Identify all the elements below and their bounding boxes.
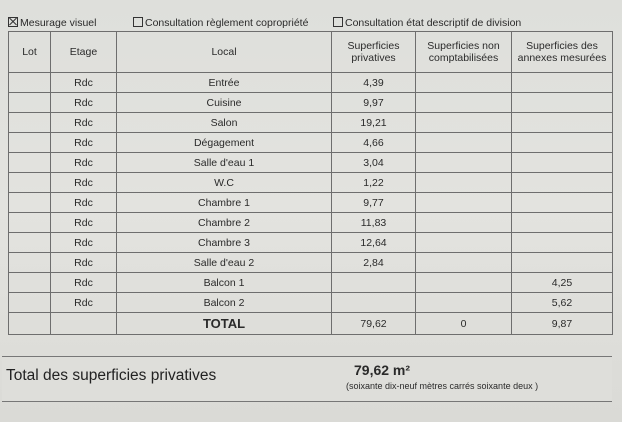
cell-etage: Rdc (51, 153, 117, 173)
cell-lot (9, 113, 51, 133)
summary-value-in-words: (soixante dix-neuf mètres carrés soixante deux ) (346, 381, 539, 391)
cell-non-comptabilisees (416, 273, 512, 293)
cell-privatives: 1,22 (332, 173, 416, 193)
cell-local: Salle d'eau 2 (117, 253, 332, 273)
cell-annexes (512, 213, 613, 233)
unchecked-checkbox-icon (333, 17, 343, 27)
option-label: Consultation état descriptif de division (345, 17, 522, 29)
cell-annexes (512, 93, 613, 113)
col-header-non-comptabilisees: Superficies non comptabilisées (416, 32, 512, 73)
cell-non-comptabilisees (416, 173, 512, 193)
col-header-local: Local (117, 32, 332, 73)
option-label: Mesurage visuel (20, 17, 97, 29)
cell-etage: Rdc (51, 293, 117, 313)
cell-non-comptabilisees (416, 133, 512, 153)
total-annexes: 9,87 (512, 313, 613, 335)
cell-lot (9, 273, 51, 293)
table-row (9, 213, 613, 233)
total-row (9, 313, 613, 335)
cell-privatives: 9,77 (332, 193, 416, 213)
cell-annexes (512, 233, 613, 253)
cell-lot (9, 73, 51, 93)
cell-etage (51, 313, 117, 335)
cell-etage: Rdc (51, 93, 117, 113)
col-header-privatives: Superficies privatives (332, 32, 416, 73)
summary-box (2, 356, 612, 402)
cell-etage: Rdc (51, 73, 117, 93)
cell-lot (9, 173, 51, 193)
table-row (9, 253, 613, 273)
col-header-etage: Etage (51, 32, 117, 73)
cell-lot (9, 133, 51, 153)
table-row (9, 293, 613, 313)
cell-non-comptabilisees (416, 153, 512, 173)
cell-local: Entrée (117, 73, 332, 93)
cell-local: W.C (117, 173, 332, 193)
cell-etage: Rdc (51, 233, 117, 253)
cell-local: Salon (117, 113, 332, 133)
option-consultation-etat[interactable] (333, 16, 521, 30)
unchecked-checkbox-icon (133, 17, 143, 27)
cell-privatives: 4,66 (332, 133, 416, 153)
option-mesurage-visuel[interactable] (8, 16, 96, 30)
table-row (9, 93, 613, 113)
cell-non-comptabilisees (416, 93, 512, 113)
cell-annexes: 4,25 (512, 273, 613, 293)
option-label: Consultation règlement copropriété (145, 17, 309, 29)
col-header-annexes: Superficies des annexes mesurées (512, 32, 613, 73)
total-non-comptabilisees: 0 (416, 313, 512, 335)
table-row (9, 73, 613, 93)
surface-table (8, 31, 613, 335)
cell-non-comptabilisees (416, 233, 512, 253)
table-row (9, 193, 613, 213)
cell-annexes (512, 173, 613, 193)
total-label: TOTAL (117, 313, 332, 335)
cell-non-comptabilisees (416, 73, 512, 93)
cell-lot (9, 213, 51, 233)
table-row (9, 133, 613, 153)
cell-non-comptabilisees (416, 193, 512, 213)
cell-etage: Rdc (51, 173, 117, 193)
cell-annexes (512, 73, 613, 93)
cell-lot (9, 193, 51, 213)
cell-non-comptabilisees (416, 293, 512, 313)
option-checkboxes (8, 16, 614, 30)
cell-lot (9, 253, 51, 273)
cell-etage: Rdc (51, 213, 117, 233)
cell-privatives: 12,64 (332, 233, 416, 253)
table-row (9, 153, 613, 173)
cell-privatives: 11,83 (332, 213, 416, 233)
table-row (9, 173, 613, 193)
table-body (9, 73, 613, 335)
cell-privatives: 4,39 (332, 73, 416, 93)
table-header-row (9, 32, 613, 73)
summary-label: Total des superficies privatives (6, 367, 217, 384)
cell-non-comptabilisees (416, 213, 512, 233)
cell-etage: Rdc (51, 273, 117, 293)
cell-annexes (512, 253, 613, 273)
checked-checkbox-icon (8, 17, 18, 27)
cell-local: Chambre 3 (117, 233, 332, 253)
cell-etage: Rdc (51, 253, 117, 273)
cell-privatives: 3,04 (332, 153, 416, 173)
cell-etage: Rdc (51, 133, 117, 153)
cell-lot (9, 313, 51, 335)
cell-local: Balcon 1 (117, 273, 332, 293)
total-privatives: 79,62 (332, 313, 416, 335)
cell-local: Dégagement (117, 133, 332, 153)
cell-non-comptabilisees (416, 253, 512, 273)
option-consultation-reglement[interactable] (133, 16, 308, 30)
cell-privatives (332, 293, 416, 313)
table-row (9, 113, 613, 133)
summary-value: 79,62 m² (354, 362, 411, 378)
cell-local: Chambre 2 (117, 213, 332, 233)
cell-local: Cuisine (117, 93, 332, 113)
cell-lot (9, 293, 51, 313)
cell-lot (9, 93, 51, 113)
cell-etage: Rdc (51, 113, 117, 133)
cell-local: Salle d'eau 1 (117, 153, 332, 173)
cell-annexes: 5,62 (512, 293, 613, 313)
cell-etage: Rdc (51, 193, 117, 213)
cell-privatives: 9,97 (332, 93, 416, 113)
cell-local: Chambre 1 (117, 193, 332, 213)
table-row (9, 273, 613, 293)
table-row (9, 233, 613, 253)
cell-annexes (512, 153, 613, 173)
cell-privatives: 19,21 (332, 113, 416, 133)
col-header-lot: Lot (9, 32, 51, 73)
cell-lot (9, 153, 51, 173)
cell-privatives: 2,84 (332, 253, 416, 273)
cell-annexes (512, 113, 613, 133)
cell-annexes (512, 133, 613, 153)
cell-lot (9, 233, 51, 253)
cell-annexes (512, 193, 613, 213)
cell-local: Balcon 2 (117, 293, 332, 313)
cell-non-comptabilisees (416, 113, 512, 133)
cell-privatives (332, 273, 416, 293)
